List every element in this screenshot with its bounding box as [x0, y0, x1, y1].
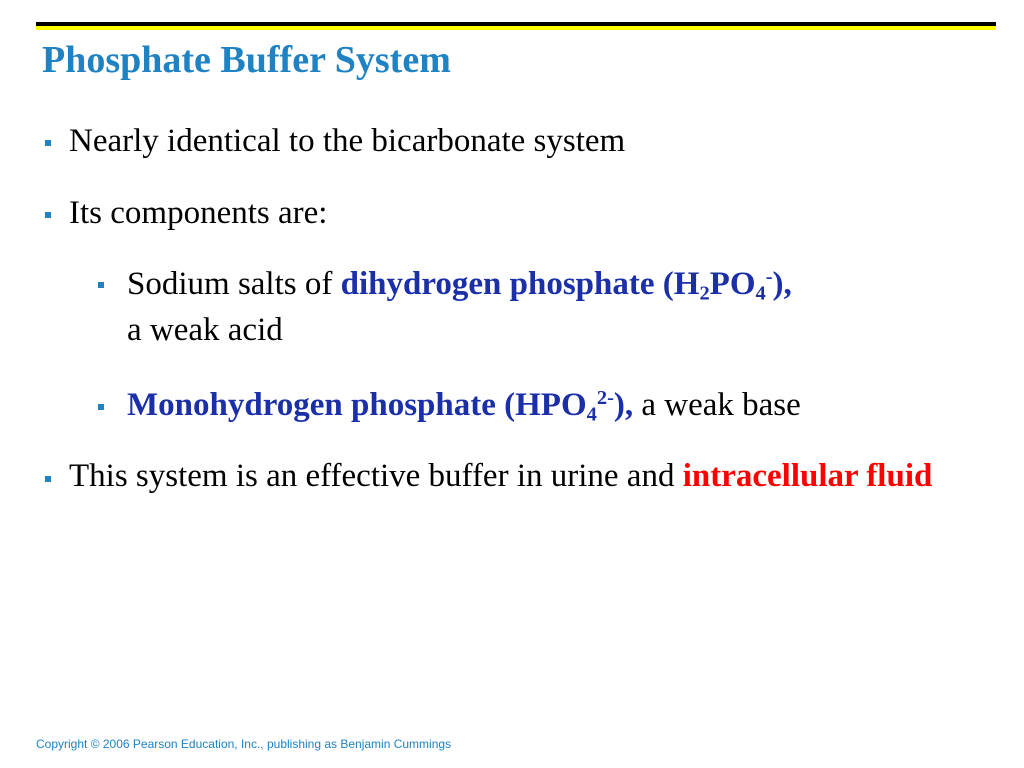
charge-superscript: 2-	[596, 386, 614, 409]
sub-bullet-marker-icon	[98, 404, 104, 410]
slide-title: Phosphate Buffer System	[42, 39, 451, 81]
bullet-item-3	[69, 453, 949, 499]
charge-superscript: -	[765, 265, 773, 288]
monohydrogen-phosphate-term	[127, 386, 634, 426]
subscript-2: 2	[699, 282, 710, 305]
subscript-4: 4	[755, 282, 766, 305]
dihydrogen-name: dihydrogen phosphate (H	[340, 266, 700, 302]
bullet-item-1: Nearly identical to the bicarbonate system	[69, 123, 626, 159]
close-paren: ),	[613, 387, 634, 423]
monohydrogen-name: Monohydrogen phosphate (HPO	[127, 387, 587, 423]
sub-bullet-item-2	[127, 382, 949, 428]
sub-bullet-marker-icon	[98, 282, 104, 288]
sub-bullet-1-suffix: a weak acid	[127, 312, 283, 348]
bullet-item-2: Its components are:	[69, 195, 328, 231]
copyright-footer: Copyright © 2006 Pearson Education, Inc., publishing as Benjamin Cummings	[36, 737, 452, 751]
sub-bullet-2-suffix: a weak base	[633, 387, 801, 423]
intracellular-fluid-term: intracellular fluid	[682, 458, 933, 494]
subscript-4: 4	[586, 403, 597, 426]
sub-bullet-1-prefix: Sodium salts of	[127, 266, 341, 302]
po-text: PO	[709, 266, 756, 302]
bullet-marker-icon	[45, 212, 51, 218]
bullet-marker-icon	[45, 476, 51, 482]
bullet-3-text: This system is an effective buffer in urine and	[69, 458, 683, 494]
bullet-marker-icon	[45, 140, 51, 146]
sub-bullet-item-1	[127, 261, 949, 353]
header-rule-yellow	[36, 26, 996, 30]
close-paren: ),	[772, 266, 792, 302]
dihydrogen-phosphate-term	[340, 265, 792, 305]
